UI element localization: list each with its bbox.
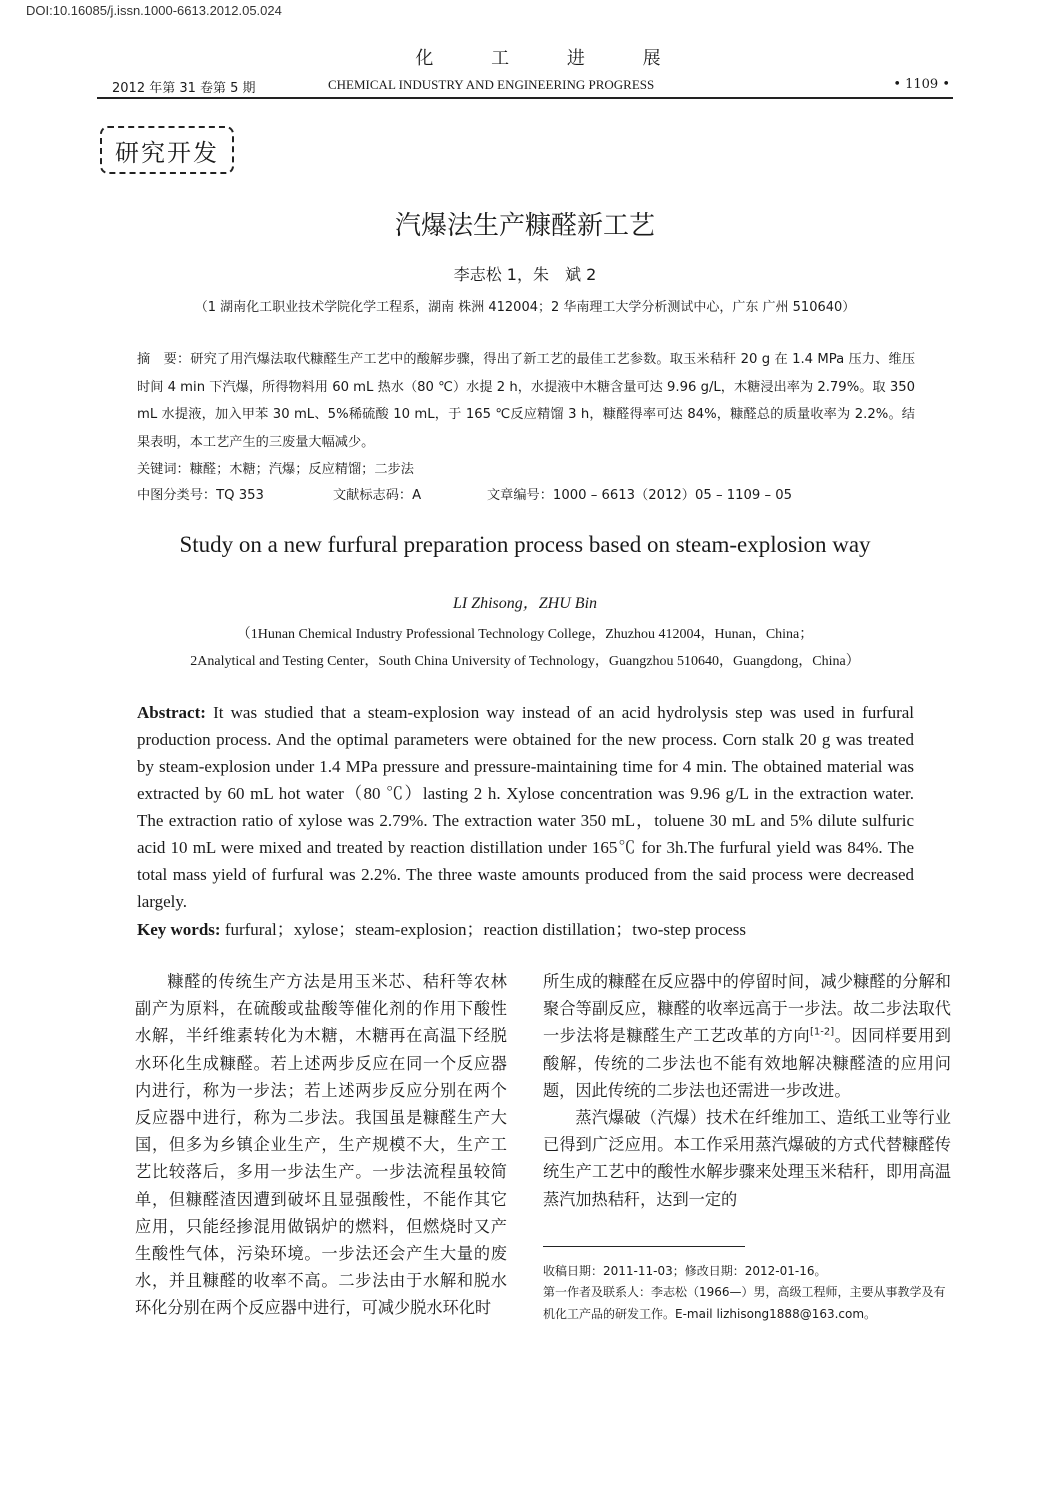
citation-ref[interactable]: [1-2]	[810, 1027, 835, 1039]
keywords-cn-text: 糠醛；木糖；汽爆；反应精馏；二步法	[189, 462, 414, 477]
abstract-en-text: It was studied that a steam-explosion way instead of an acid hydrolysis step was used in furfural production process. And the optimal parameters were obtained for the new process. Corn stalk 20 g was treated by steam-explosion under 1.4 MPa pressure and pressure-maintaining time for 4 min. The obtained material was extracted by 60 mL hot water（80 ℃）lasting 2 h. Xylose concentration was 9.96 g/L in the extraction water. The extraction ratio of xylose was 2.79%. The extraction water 350 mL，toluene 30 mL and 5% dilute sulfuric acid 10 mL were mixed and treated by reaction distillation under 165℃ for 3h.The furfural yield was 84%. The total mass yield of furfural was 2.2%. The three waste amounts produced from the said process were decreased largely.	[137, 703, 914, 911]
document-code: 文献标志码：A	[333, 488, 422, 503]
footnote-rule	[543, 1246, 745, 1247]
clc-number: 中图分类号：TQ 353	[137, 488, 264, 503]
footnote-author: 第一作者及联系人：李志松（1966—）男，高级工程师，主要从事教学及有机化工产品的研发工作。E-mail lizhisong1888@163.com。	[543, 1285, 946, 1321]
affiliations-cn: （1 湖南化工职业技术学院化学工程系，湖南 株洲 412004；2 华南理工大学分析测试中心，广东 广州 510640）	[194, 300, 856, 315]
body-paragraph	[543, 968, 951, 1104]
paper-title-cn: 汽爆法生产糠醛新工艺	[394, 211, 655, 241]
authors-en: LI Zhisong，ZHU Bin	[452, 595, 598, 612]
header-journal-en: CHEMICAL INDUSTRY AND ENGINEERING PROGRESS	[328, 77, 655, 92]
body-column-right	[543, 968, 951, 1213]
abstract-en-label: Abstract:	[137, 703, 206, 722]
header-page-number: • 1109 •	[893, 77, 950, 92]
header-issue: 2012 年第 31 卷第 5 期	[112, 81, 256, 96]
header-rule	[97, 97, 953, 99]
section-badge: 研究开发	[100, 126, 234, 174]
body-column-left	[135, 968, 507, 1322]
abstract-en	[137, 699, 914, 915]
abstract-cn-text: 研究了用汽爆法取代糠醛生产工艺中的酸解步骤，得出了新工艺的最佳工艺参数。取玉米秸秆 20 g 在 1.4 MPa 压力、维压时间 4 min 下汽爆，所得物料用 60 mL 热水（80 ℃）水提 2 h，水提液中木糖含量可达 9.96 g/L，木糖浸出率为 2.79%。取 350 mL 水提液，加入甲苯 30 mL、5%稀硫酸 10 mL，于 165 ℃反应精馏 3 h，糠醛得率可达 84%，糠醛总的质量收率为 2.2%。结果表明，本工艺产生的三废量大幅减少。	[137, 352, 916, 450]
keywords-en-label: Key words:	[137, 920, 221, 939]
affiliation-en-line: （1Hunan Chemical Industry Professional Technology College，Zhuzhou 412004，Hunan，China；	[236, 627, 814, 642]
footnote-dates: 收稿日期：2011-11-03；修改日期：2012-01-16。	[543, 1264, 827, 1278]
body-text: 所生成的糠醛在反应器中的停留时间，减少糠醛的分解和聚合等副反应，糠醛的收率远高于一步法。故二步法取代一步法将是糠醛生产工艺改革的方向	[543, 972, 951, 1046]
body-paragraph: 糠醛的传统生产方法是用玉米芯、秸秆等农林副产为原料，在硫酸或盐酸等催化剂的作用下酸性水解，半纤维素转化为木糖，木糖再在高温下经脱水环化生成糠醛。若上述两步反应在同一个反应器内进行，称为一步法；若上述两步反应分别在两个反应器中进行，称为二步法。我国虽是糠醛生产大国，但多为乡镇企业生产，生产规模不大，生产工艺比较落后，多用一步法生产。一步法流程虽较简单，但糠醛渣因遭到破坏且显强酸性，不能作其它应用，只能经掺混用做锅炉的燃料，但燃烧时又产生酸性气体，污染环境。一步法还会产生大量的废水，并且糠醛的收率不高。二步法由于水解和脱水环化分别在两个反应器中进行，可减少脱水环化时	[135, 972, 507, 1318]
keywords-cn-label: 关键词：	[137, 462, 190, 477]
abstract-cn-label: 摘 要：	[137, 352, 191, 367]
paper-title-en: Study on a new furfural preparation process based on steam-explosion way	[179, 532, 871, 557]
body-paragraph: 蒸汽爆破（汽爆）技术在纤维加工、造纸工业等行业已得到广泛应用。本工作采用蒸汽爆破的方式代替糠醛传统生产工艺中的酸性水解步骤来处理玉米秸秆，即用高温蒸汽加热秸秆，达到一定的	[543, 1108, 951, 1209]
body-text: 。因同样要用到酸解，传统的二步法也不能有效地解决糠醛渣的应用问题，因此传统的二步法也还需进一步改进。	[543, 1026, 951, 1100]
keywords-en-text: furfural；xylose；steam-explosion；reaction distillation；two-step process	[220, 920, 747, 939]
abstract-cn	[137, 346, 915, 456]
doi-line: DOI:10.16085/j.issn.1000-6613.2012.05.024	[26, 3, 282, 18]
affiliation-en-line: 2Analytical and Testing Center，South China University of Technology，Guangzhou 510640，Guangdong，China）	[190, 654, 860, 669]
keywords-en	[137, 916, 914, 943]
authors-cn: 李志松 1，朱 斌 2	[453, 265, 597, 284]
journal-name-cn: 化 工 进 展	[415, 48, 687, 69]
article-number: 文章编号：1000 – 6613（2012）05 – 1109 – 05	[487, 488, 793, 503]
keywords-cn	[137, 456, 915, 484]
